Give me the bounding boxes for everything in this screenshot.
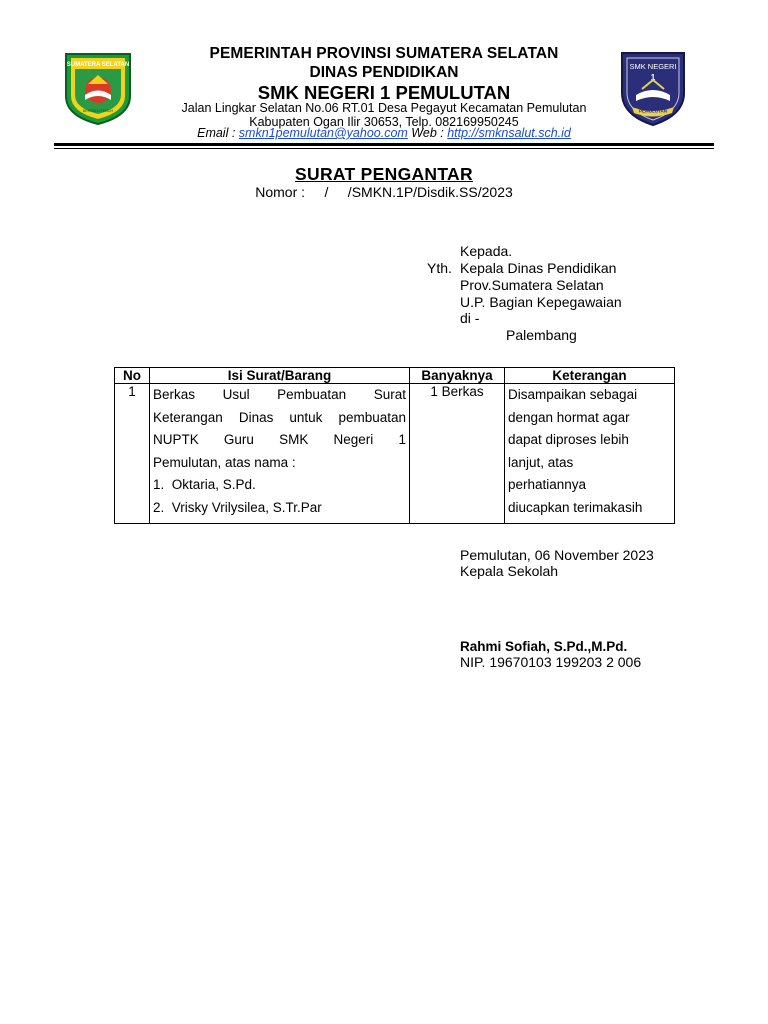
web-label: Web : — [407, 126, 448, 140]
recipient-address — [460, 260, 622, 344]
recipient-kepada: Kepada. — [460, 243, 513, 259]
letterhead-divider-thick — [54, 143, 714, 146]
header-no: No — [115, 368, 150, 384]
row-isi — [150, 384, 410, 524]
signature-position: Kepala Sekolah — [460, 563, 559, 579]
ket-line-3: dapat diproses lebih — [508, 432, 629, 447]
smk-negeri-1-pemulutan-logo — [618, 49, 688, 127]
isi-line-4: Pemulutan, atas nama : — [153, 454, 296, 470]
row-keterangan — [505, 384, 675, 524]
letterhead-government: PEMERINTAH PROVINSI SUMATERA SELATAN — [209, 45, 559, 62]
isi-line-3: NUPTK Guru SMK Negeri 1 — [153, 432, 406, 447]
ket-line-5: perhatiannya — [508, 477, 587, 492]
svg-text:1: 1 — [650, 73, 656, 82]
table-row — [115, 384, 675, 524]
recipient-line-2: Prov.Sumatera Selatan — [460, 276, 604, 293]
ket-line-4: lanjut, atas — [508, 454, 574, 470]
letterhead-address — [150, 101, 618, 129]
recipient-line-3: U.P. Bagian Kepegawaian — [460, 293, 622, 310]
isi-line-2: Keterangan Dinas untuk pembuatan — [153, 409, 406, 425]
recipient-line-4: di - — [460, 310, 480, 327]
header-banyaknya: Banyaknya — [410, 368, 505, 384]
address-line-2: Kabupaten Ogan Ilir 30653, Telp. 082169950245 — [249, 115, 519, 129]
letter-number: Nomor : / /SMKN.1P/Disdik.SS/2023 — [255, 184, 513, 200]
header-keterangan: Keterangan — [505, 368, 675, 384]
isi-name-1: 1. Oktaria, S.Pd. — [153, 477, 256, 492]
isi-name-2: 2. Vrisky Vrilysilea, S.Tr.Par — [153, 499, 322, 515]
letter-title: SURAT PENGANTAR — [295, 164, 473, 184]
table-header-row — [115, 368, 675, 384]
svg-text:SMK NEGERI: SMK NEGERI — [629, 62, 677, 71]
signature-place-date: Pemulutan, 06 November 2023 — [460, 547, 654, 563]
letterhead-contact — [150, 126, 618, 140]
signature-name: Rahmi Sofiah, S.Pd.,M.Pd. — [460, 639, 628, 654]
svg-text:BERSATU TEGUH: BERSATU TEGUH — [82, 109, 114, 113]
email-link[interactable]: smkn1pemulutan@yahoo.com — [238, 126, 408, 140]
row-no: 1 — [115, 384, 150, 524]
website-link[interactable]: http://smknsalut.sch.id — [447, 126, 571, 140]
letterhead-department: DINAS PENDIDIKAN — [309, 64, 459, 81]
recipient-yth: Yth. — [427, 260, 452, 276]
row-banyaknya: 1 Berkas — [410, 384, 505, 524]
recipient-city: Palembang — [506, 327, 577, 344]
address-line-1: Jalan Lingkar Selatan No.06 RT.01 Desa Pegayut Kecamatan Pemulutan — [181, 101, 587, 115]
header-isi: Isi Surat/Barang — [150, 368, 410, 384]
ket-line-6: diucapkan terimakasih — [508, 499, 643, 515]
letterhead-school-name: SMK NEGERI 1 PEMULUTAN — [257, 82, 511, 103]
svg-text:SUMATERA SELATAN: SUMATERA SELATAN — [66, 62, 130, 68]
letterhead-divider-thin — [54, 148, 714, 149]
sumatera-selatan-emblem-logo — [60, 50, 136, 126]
recipient-line-1: Kepala Dinas Pendidikan — [460, 260, 617, 276]
ket-line-2: dengan hormat agar — [508, 409, 630, 425]
email-label: Email : — [197, 126, 239, 140]
isi-line-1: Berkas Usul Pembuatan Surat — [153, 387, 406, 402]
signature-nip: NIP. 19670103 199203 2 006 — [460, 654, 642, 670]
ket-line-1: Disampaikan sebagai — [508, 387, 638, 402]
items-table — [114, 367, 675, 524]
svg-text:PEMULUTAN: PEMULUTAN — [639, 108, 667, 114]
